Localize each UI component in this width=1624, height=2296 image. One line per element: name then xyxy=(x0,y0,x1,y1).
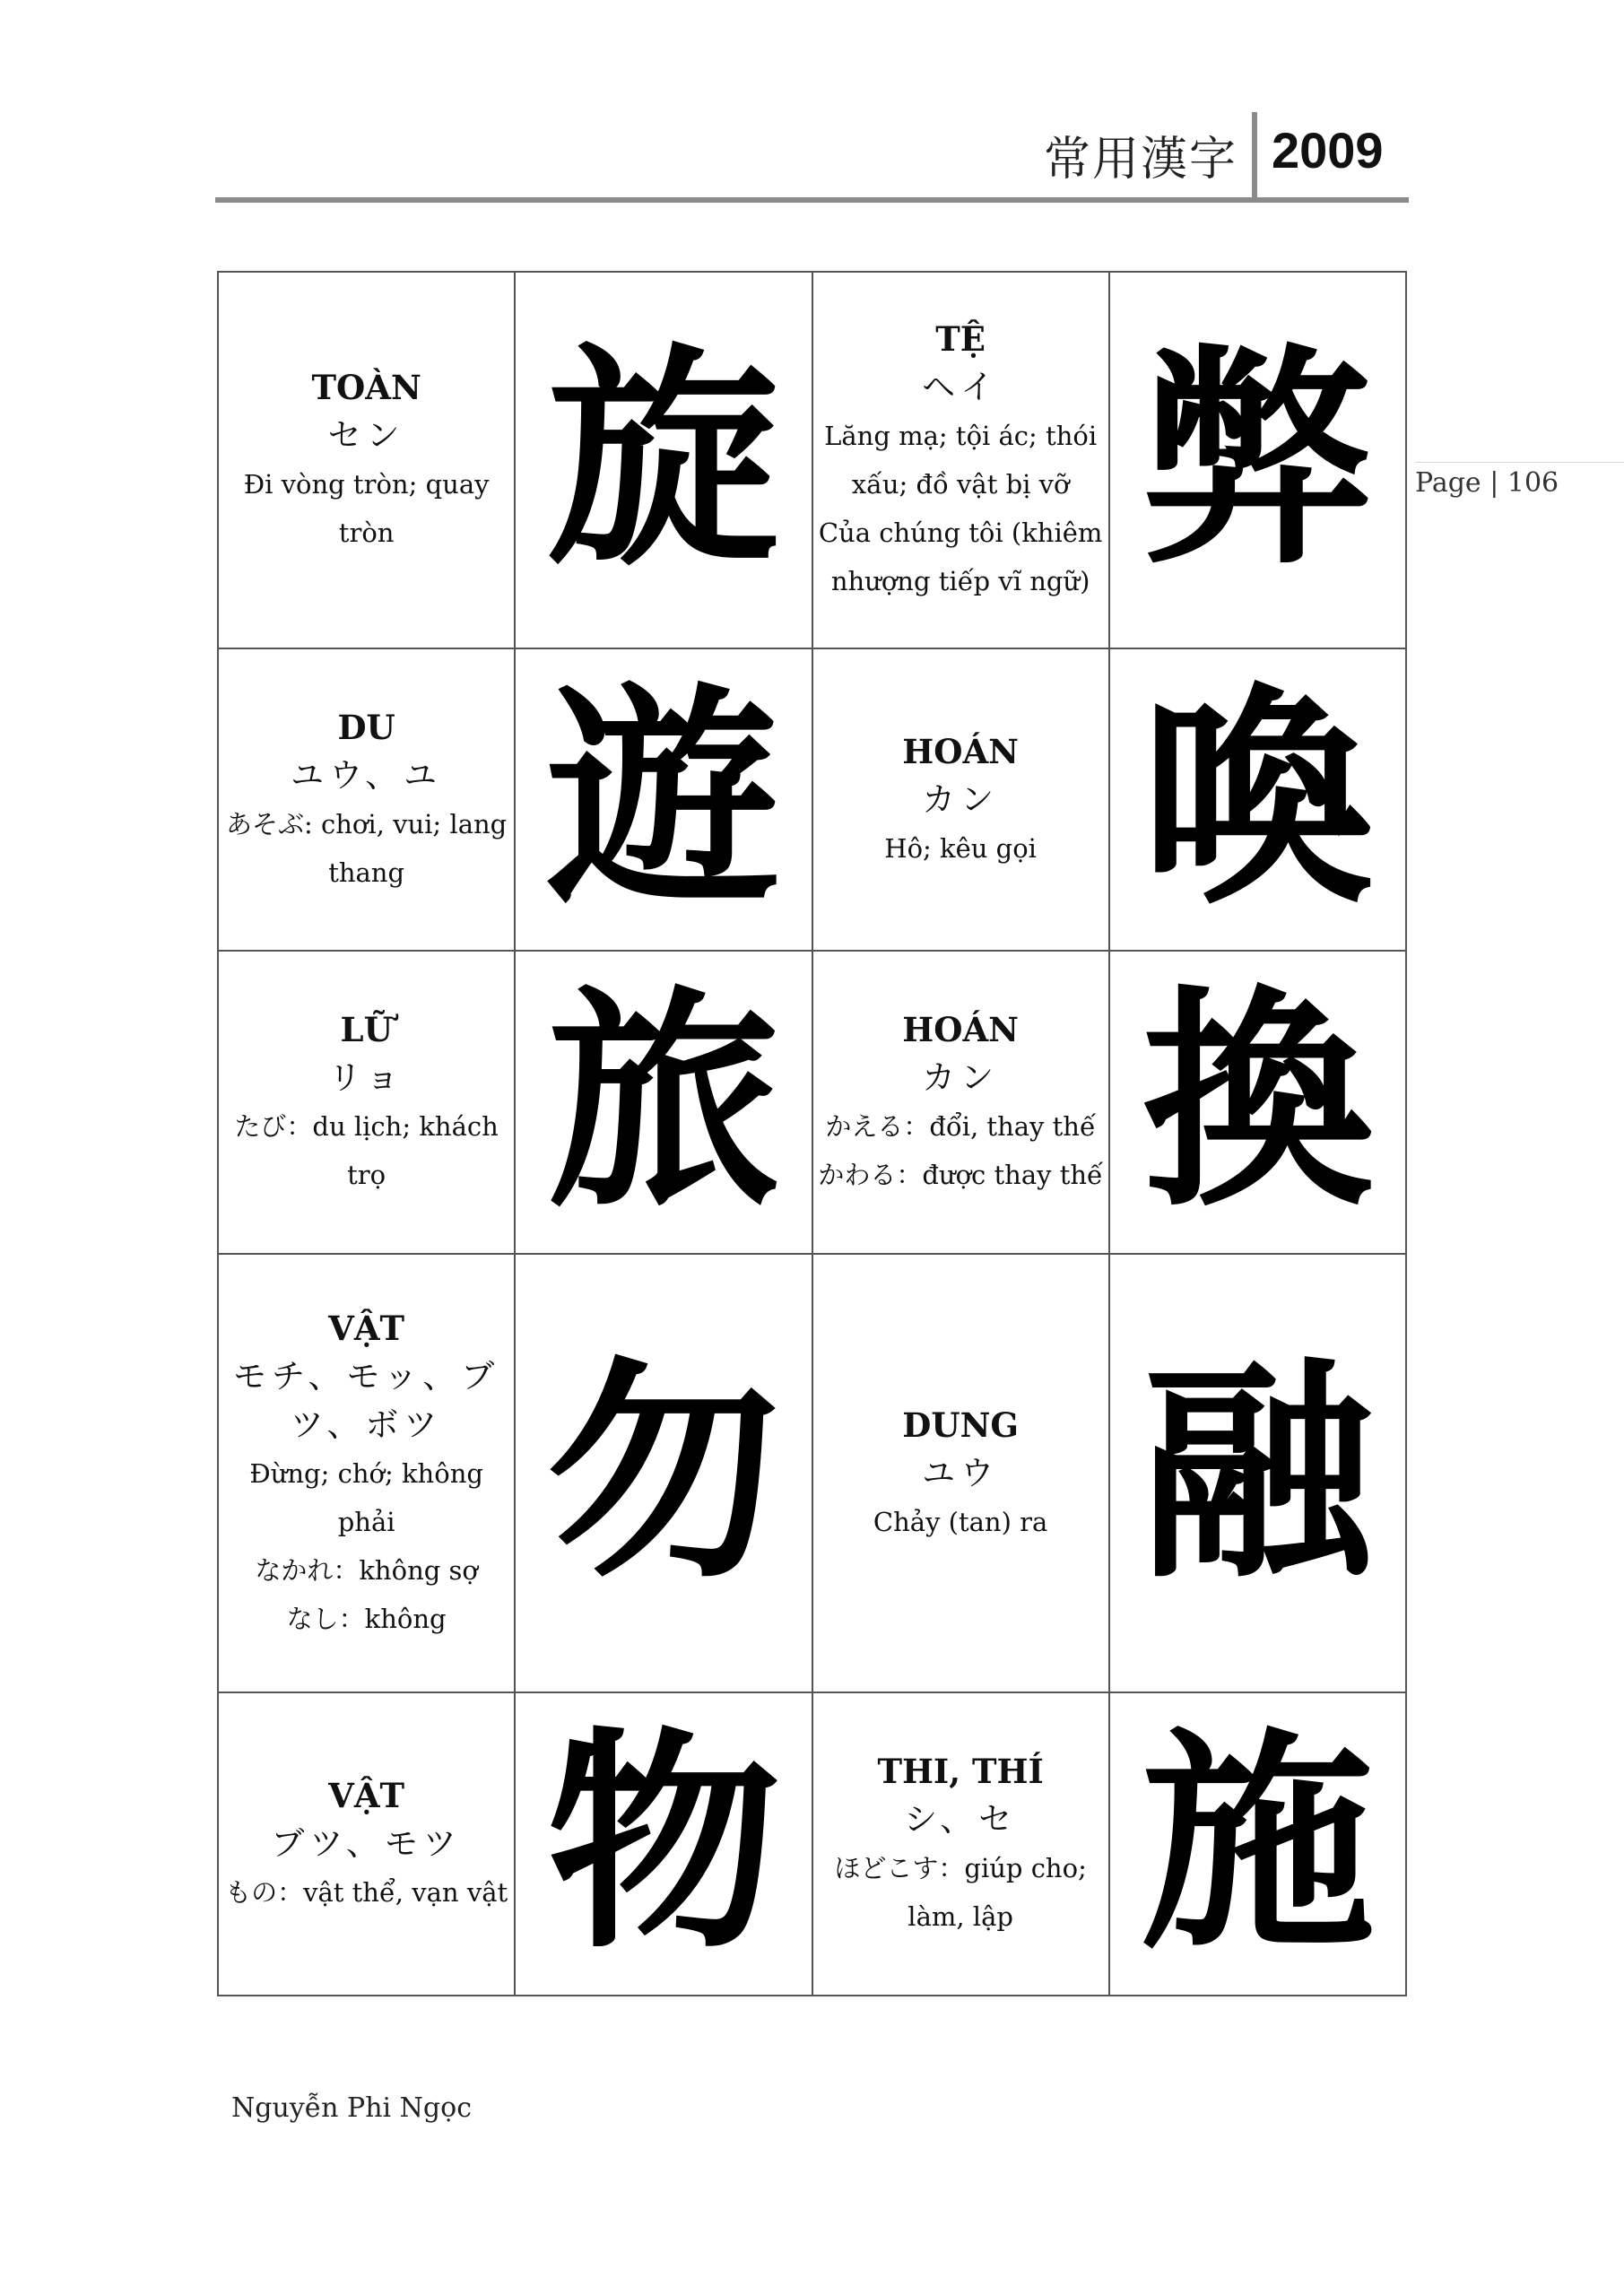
table-row xyxy=(218,1692,1406,1996)
reading: リョ xyxy=(328,1058,405,1098)
author-footer: Nguyễn Phi Ngọc xyxy=(231,2092,472,2124)
kanji-glyph-cell xyxy=(1109,272,1406,648)
sino-vietnamese-name: HOÁN xyxy=(902,1010,1019,1050)
kanji-glyph: 遊 xyxy=(546,662,780,936)
kanji-info-cell xyxy=(218,272,515,648)
table-row xyxy=(218,1254,1406,1693)
sino-vietnamese-name: TOÀN xyxy=(311,367,421,407)
reading: ヘイ xyxy=(922,367,1000,406)
kanji-glyph-cell xyxy=(1109,1254,1406,1693)
sino-vietnamese-name: LỮ xyxy=(340,1010,393,1050)
reading: ツ、ボツ xyxy=(290,1405,443,1444)
meaning-line: nhượng tiếp vĩ ngữ) xyxy=(830,565,1090,596)
kanji-glyph: 換 xyxy=(1141,965,1375,1239)
kanji-glyph-cell xyxy=(515,951,812,1254)
kanji-glyph-cell xyxy=(515,1692,812,1996)
reading: ブツ、モツ xyxy=(271,1824,462,1864)
sino-vietnamese-name: VẬT xyxy=(328,1308,405,1348)
kanji-glyph-cell xyxy=(515,1254,812,1693)
kanji-glyph-cell xyxy=(1109,648,1406,952)
kanji-glyph: 勿 xyxy=(546,1335,780,1610)
kanji-info-cell xyxy=(812,648,1109,952)
kanji-info-cell xyxy=(218,1254,515,1693)
meaning-line: Đừng; chớ; không phải xyxy=(249,1457,483,1537)
meaning-line: xấu; đồ vật bị vỡ xyxy=(851,468,1070,500)
table-row xyxy=(218,951,1406,1254)
reading: シ、セ xyxy=(904,1800,1018,1839)
reading: カン xyxy=(922,779,1000,819)
sino-vietnamese-name: THI, THÍ xyxy=(877,1752,1044,1792)
kanji-info-cell xyxy=(812,1692,1109,1996)
kanji-glyph-cell xyxy=(515,648,812,952)
meaning-line: trọ xyxy=(347,1160,386,1191)
page-number: Page | 106 xyxy=(1415,462,1624,505)
reading: モチ、モッ、ブ xyxy=(232,1356,500,1396)
kanji-glyph-cell xyxy=(1109,951,1406,1254)
header-title: 常用漢字 xyxy=(1043,133,1238,187)
meaning-line: làm, lập xyxy=(908,1901,1013,1933)
meaning-line: Hô; kêu gọi xyxy=(884,832,1037,864)
table-row xyxy=(218,272,1406,648)
kanji-info-cell xyxy=(218,1692,515,1996)
kanji-glyph: 融 xyxy=(1141,1335,1375,1610)
kanji-glyph-cell xyxy=(515,272,812,648)
meaning-line: かわる：được thay thế xyxy=(818,1160,1103,1191)
meaning-line: あそぶ: chơi, vui; lang xyxy=(226,808,508,839)
reading: ユウ xyxy=(922,1453,1000,1492)
meaning-line: なし：không xyxy=(286,1603,447,1634)
sino-vietnamese-name: DUNG xyxy=(902,1405,1020,1445)
kanji-glyph: 物 xyxy=(546,1707,780,1981)
kanji-table xyxy=(217,271,1407,1996)
sino-vietnamese-name: HOÁN xyxy=(902,731,1019,771)
kanji-glyph: 弊 xyxy=(1141,322,1375,596)
header-divider xyxy=(1252,112,1257,202)
meaning-line: かえる：đổi, thay thế xyxy=(825,1111,1096,1143)
meaning-line: Đi vòng tròn; quay xyxy=(243,468,490,500)
reading: カン xyxy=(922,1058,1000,1098)
kanji-info-cell xyxy=(218,951,515,1254)
kanji-info-cell xyxy=(812,272,1109,648)
sino-vietnamese-name: VẬT xyxy=(328,1776,405,1816)
header-rule xyxy=(215,197,1409,203)
meaning-line: ほどこす：giúp cho; xyxy=(834,1853,1087,1884)
kanji-glyph: 旋 xyxy=(546,322,780,596)
kanji-glyph: 施 xyxy=(1141,1707,1375,1981)
reading: セン xyxy=(327,415,405,455)
meaning-line: たび：du lịch; khách xyxy=(234,1111,499,1143)
kanji-info-cell xyxy=(812,1254,1109,1693)
sino-vietnamese-name: TỆ xyxy=(935,318,986,359)
meaning-line: thang xyxy=(328,857,405,888)
sino-vietnamese-name: DU xyxy=(337,707,395,747)
header-year: 2009 xyxy=(1272,122,1384,178)
meaning-line: Của chúng tôi (khiêm xyxy=(818,517,1103,548)
meaning-line: tròn xyxy=(338,517,395,548)
meaning-line: もの：vật thể, vạn vật xyxy=(225,1877,508,1909)
kanji-glyph: 旅 xyxy=(546,965,780,1239)
meaning-line: Chảy (tan) ra xyxy=(873,1506,1048,1537)
table-row xyxy=(218,648,1406,952)
reading: ユウ、ユ xyxy=(291,755,443,795)
meaning-line: なかれ：không sợ xyxy=(255,1554,478,1586)
kanji-info-cell xyxy=(812,951,1109,1254)
kanji-glyph-cell xyxy=(1109,1692,1406,1996)
kanji-info-cell xyxy=(218,648,515,952)
meaning-line: Lăng mạ; tội ác; thói xyxy=(824,420,1098,451)
kanji-glyph: 喚 xyxy=(1141,662,1375,936)
